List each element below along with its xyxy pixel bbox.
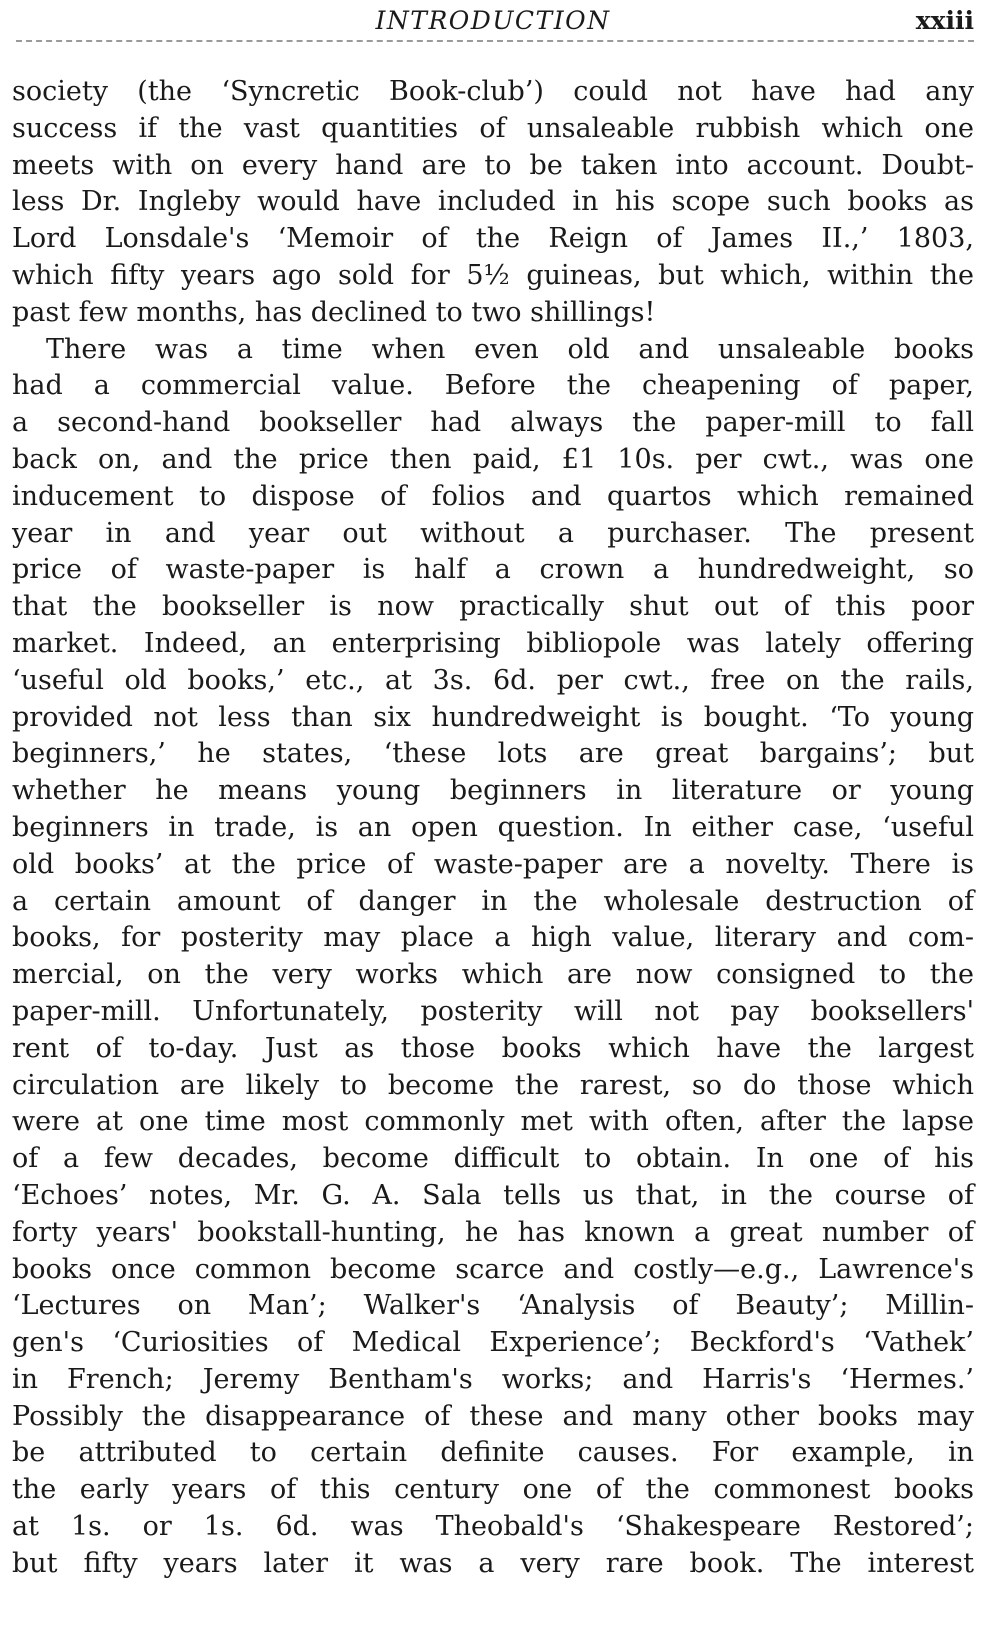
text-line: paper-mill. Unfortunately, posterity will not pay booksellers' — [12, 995, 974, 1027]
running-head — [12, 0, 974, 46]
text-line: past few months, has declined to two shillings! — [12, 296, 656, 328]
text-line: success if the vast quantities of unsaleable rubbish which one — [12, 112, 974, 144]
text-line: forty years' bookstall-hunting, he has known a great number of — [12, 1216, 974, 1248]
text-line: price of waste-paper is half a crown a hundredweight, so — [12, 554, 974, 586]
text-line: rent of to-day. Just as those books which have the largest — [12, 1032, 974, 1064]
text-line: mercial, on the very works which are now consigned to the — [12, 959, 974, 991]
text-line: but fifty years later it was a very rare book. The interest — [12, 1547, 974, 1579]
text-line: circulation are likely to become the rarest, so do those which — [12, 1069, 974, 1101]
text-line: beginners,’ he states, ‘these lots are great bargains’; but — [12, 738, 974, 770]
text-line: the early years of this century one of the commonest books — [12, 1474, 974, 1506]
text-line: had a commercial value. Before the cheapening of paper, — [12, 370, 974, 402]
text-line: books, for posterity may place a high value, literary and com- — [12, 922, 974, 954]
text-line: books once common become scarce and costly—e.g., Lawrence's — [12, 1253, 974, 1285]
text-line: Possibly the disappearance of these and many other books may — [12, 1400, 974, 1432]
text-line: of a few decades, become difficult to obtain. In one of his — [12, 1143, 974, 1175]
text-line: meets with on every hand are to be taken into account. Doubt- — [12, 149, 974, 181]
text-line: market. Indeed, an enterprising bibliopole was lately offering — [12, 627, 974, 659]
text-line: old books’ at the price of waste-paper are a novelty. There is — [12, 848, 974, 880]
text-line: a certain amount of danger in the wholesale destruction of — [12, 885, 974, 917]
text-line: back on, and the price then paid, £1 10s. per cwt., was one — [12, 443, 974, 475]
body-text — [12, 74, 974, 1583]
text-line: in French; Jeremy Bentham's works; and Harris's ‘Hermes.’ — [12, 1363, 974, 1395]
text-line: ‘useful old books,’ etc., at 3s. 6d. per cwt., free on the rails, — [12, 664, 974, 696]
text-line: society (the ‘Syncretic Book-club’) could not have had any — [12, 76, 974, 107]
header-rule — [16, 40, 974, 42]
text-line: a second-hand bookseller had always the paper-mill to fall — [12, 407, 974, 439]
text-line: ‘Echoes’ notes, Mr. G. A. Sala tells us that, in the course of — [12, 1179, 974, 1211]
text-line: gen's ‘Curiosities of Medical Experience’; Beckford's ‘Vathek’ — [12, 1327, 974, 1359]
text-line: which fifty years ago sold for 5½ guineas, but which, within the — [12, 259, 974, 291]
text-line: inducement to dispose of folios and quartos which remained — [12, 480, 974, 512]
text-line: whether he means young beginners in literature or young — [12, 775, 974, 807]
text-line: at 1s. or 1s. 6d. was Theobald's ‘Shakespeare Restored’; — [12, 1511, 974, 1543]
running-head-title: INTRODUCTION — [375, 6, 611, 35]
text-line: provided not less than six hundredweight is bought. ‘To young — [12, 701, 974, 733]
text-line: Lord Lonsdale's ‘Memoir of the Reign of James II.,’ 1803, — [12, 223, 974, 255]
text-line: were at one time most commonly met with often, after the lapse — [12, 1106, 974, 1138]
book-page — [12, 0, 974, 1649]
text-line: beginners in trade, is an open question. In either case, ‘useful — [12, 811, 974, 843]
text-line: less Dr. Ingleby would have included in his scope such books as — [12, 186, 974, 218]
text-line: be attributed to certain definite causes. For example, in — [12, 1437, 974, 1469]
text-line: year in and year out without a purchaser. The present — [12, 517, 974, 549]
text-line: ‘Lectures on Man’; Walker's ‘Analysis of Beauty’; Millin- — [12, 1290, 974, 1322]
text-line: that the bookseller is now practically shut out of this poor — [12, 591, 974, 623]
paragraph-first-line: There was a time when even old and unsaleable books — [46, 333, 974, 365]
page-number: xxiii — [915, 6, 974, 35]
